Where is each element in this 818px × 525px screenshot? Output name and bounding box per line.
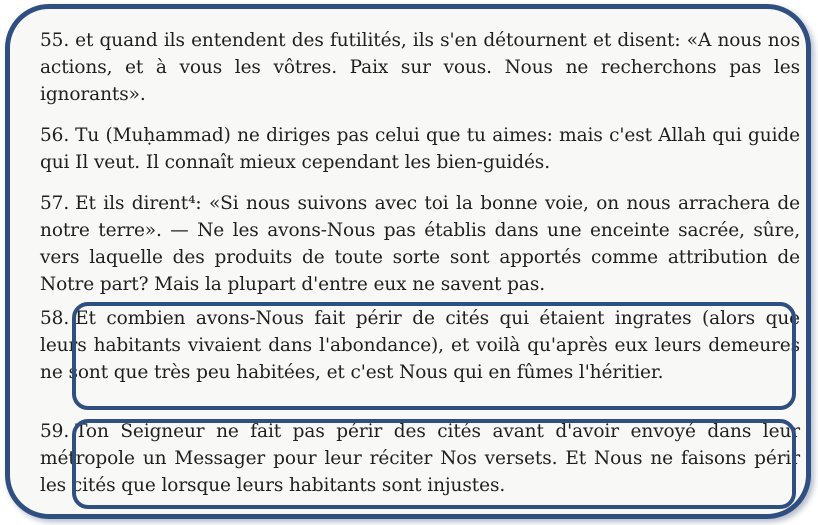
verse-number: 55. <box>40 30 70 51</box>
verse-text: Ton Seigneur ne fait pas périr des cités avant d'avoir envoyé dans leur métropole un Messager pour leur réciter Nos versets. Et Nous ne faisons périr les cités que lorsque leurs habitants sont injustes. <box>40 421 800 496</box>
verse-text: Et combien avons-Nous fait périr de cités qui étaient ingrates (alors que leurs habitants vivaient dans l'abondance), et voilà qu'après eux leurs demeures ne sont que très peu habitées, et c'est Nous qui en fûmes l'héritier. <box>40 308 800 383</box>
verse-number: 56. <box>40 125 70 146</box>
verse-59 <box>40 418 800 499</box>
verse-number: 58. <box>40 308 70 329</box>
verse-58 <box>40 305 800 386</box>
verse-57 <box>40 190 800 298</box>
verse-number: 57. <box>40 193 70 214</box>
outer-rounded-frame <box>5 4 811 519</box>
verse-number: 59. <box>40 421 70 442</box>
verse-text: Tu (Muḥammad) ne diriges pas celui que tu aimes: mais c'est Allah qui guide qui Il veut. Il connaît mieux cependant les bien-guidés. <box>40 125 800 173</box>
verse-56 <box>40 122 800 176</box>
verse-text: et quand ils entendent des futilités, ils s'en détournent et disent: «A nous nos actions, et à vous les vôtres. Paix sur vous. Nous ne recherchons pas les ignorants». <box>40 30 800 105</box>
verse-text: Et ils dirent⁴: «Si nous suivons avec toi la bonne voie, on nous arrachera de notre terre». — Ne les avons-Nous pas établis dans une enceinte sacrée, sûre, vers laquelle des produits de toute sorte sont apportés comme attribution de Notre part? Mais la plupart d'entre eux ne savent pas. <box>40 193 800 295</box>
verse-55 <box>40 27 800 108</box>
